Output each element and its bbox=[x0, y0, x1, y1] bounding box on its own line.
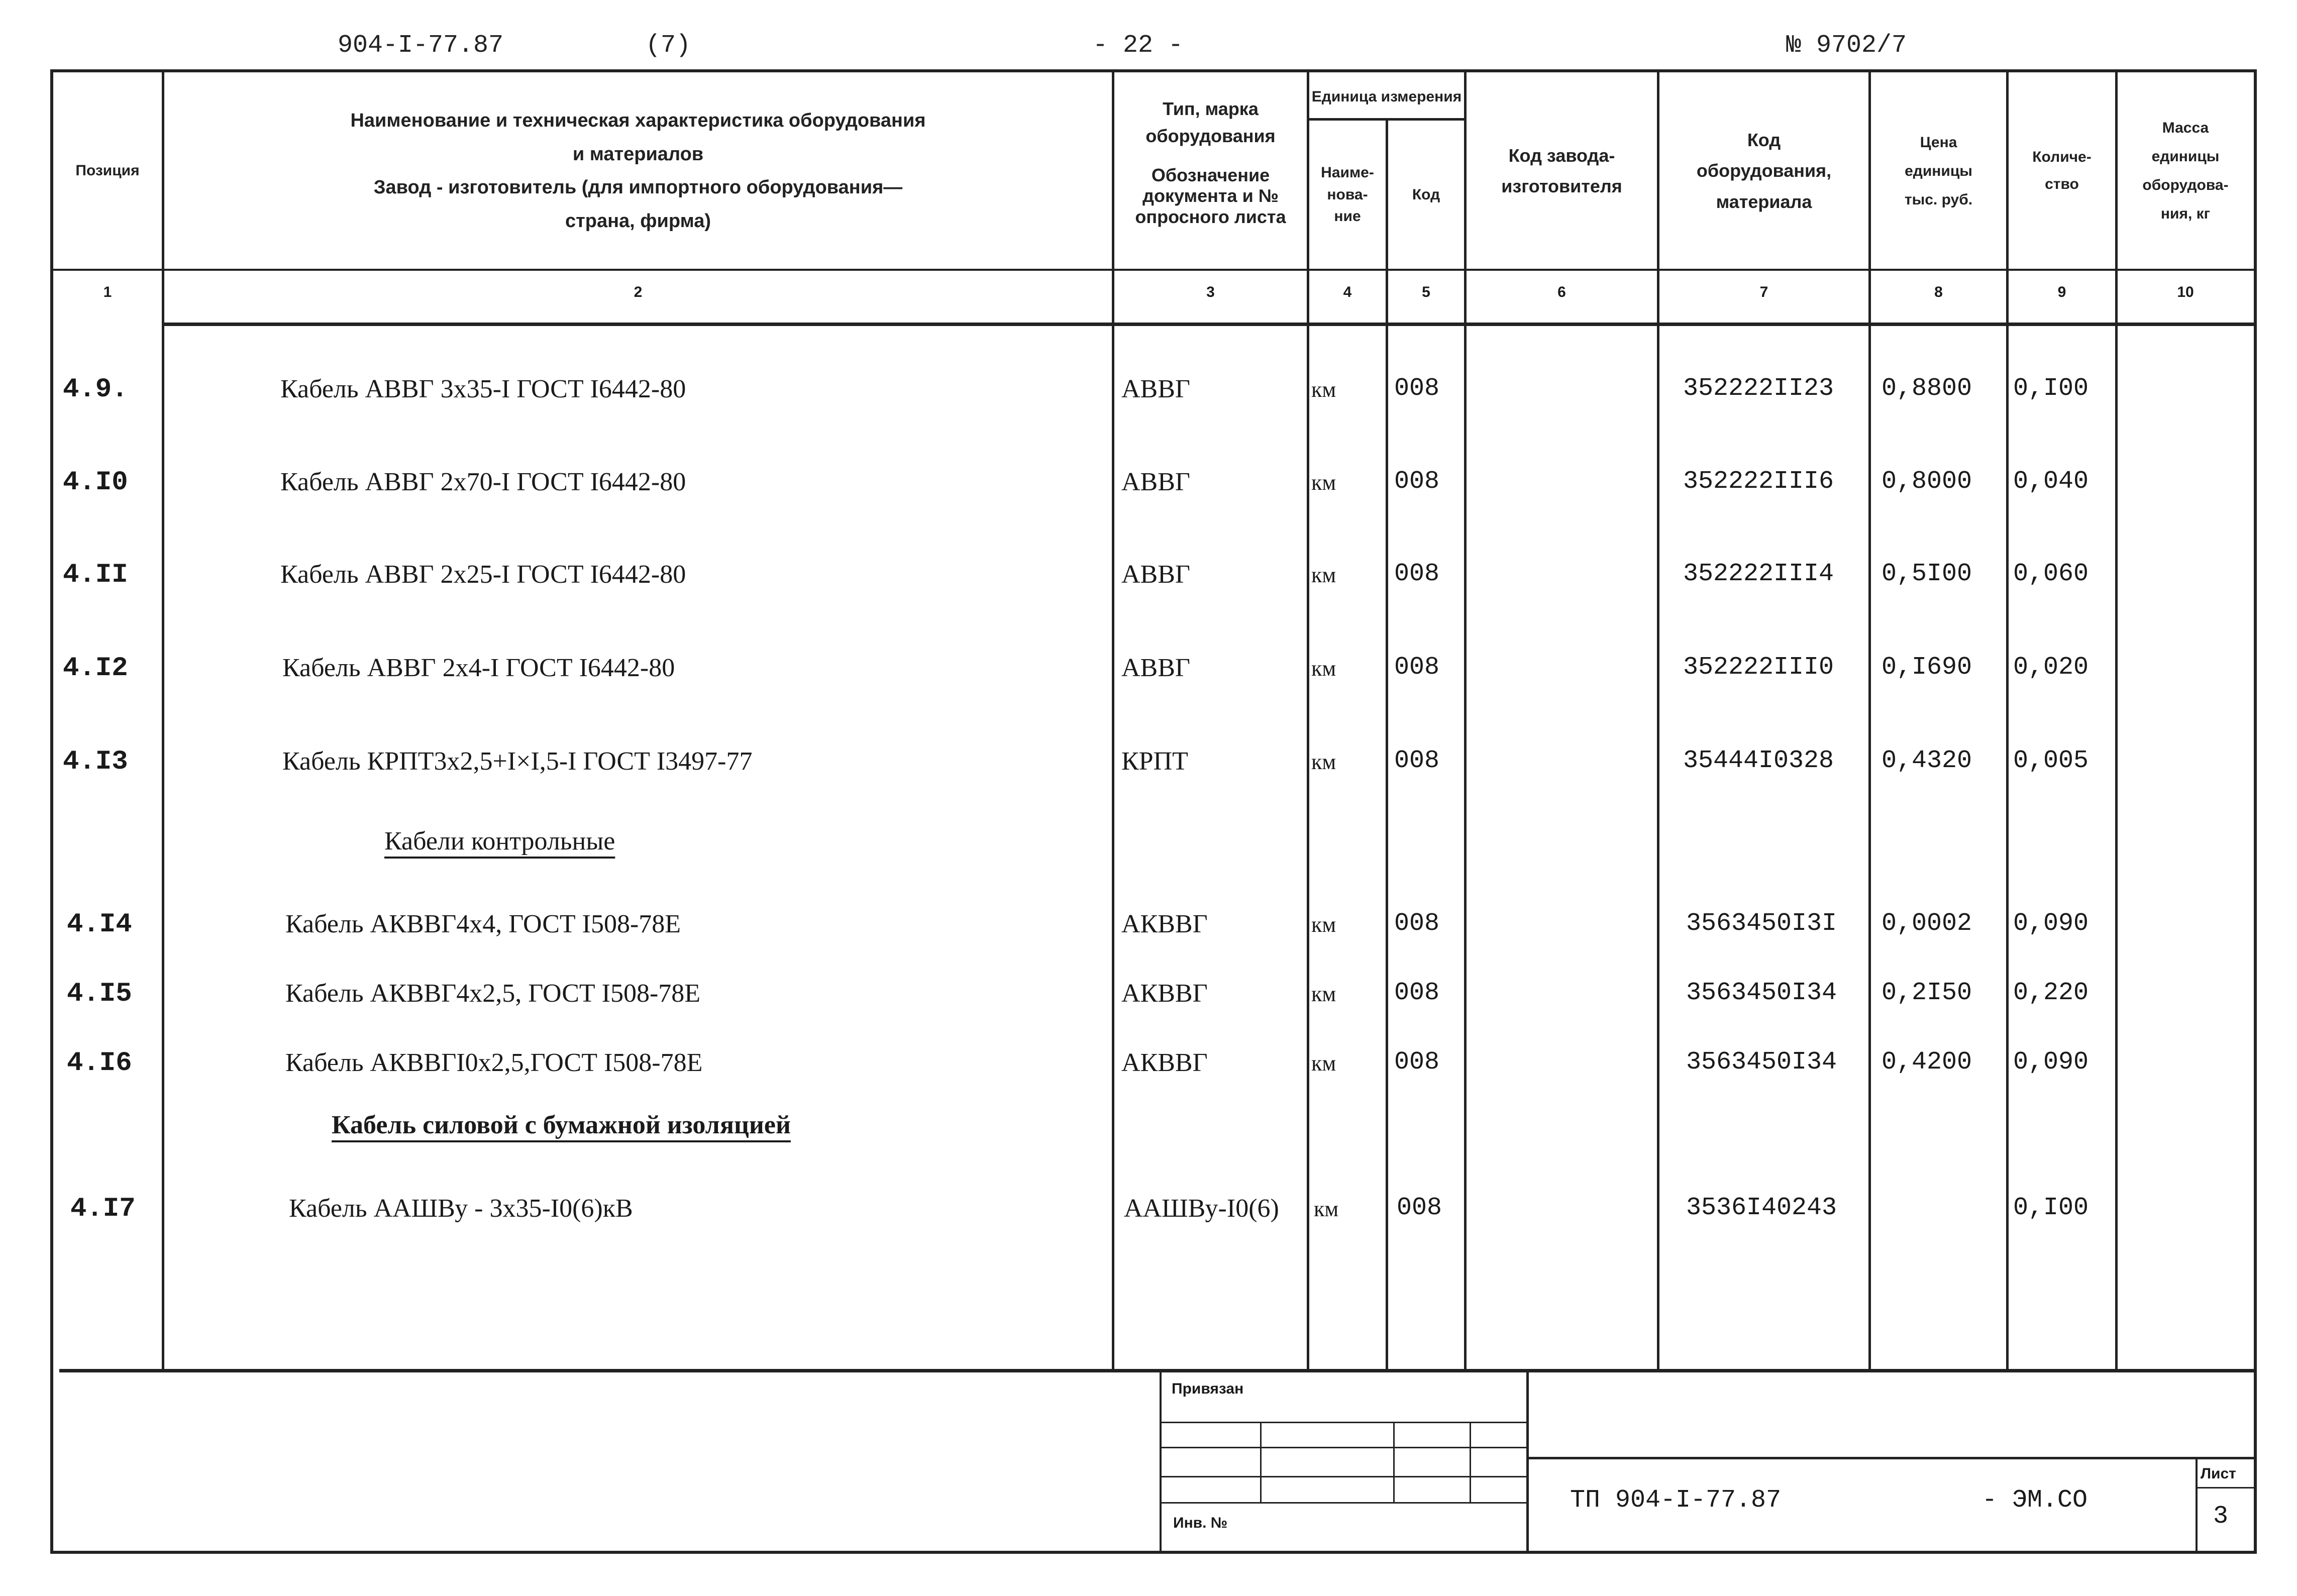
row-position: 4.II bbox=[63, 560, 128, 590]
stamp-divider bbox=[1260, 1422, 1262, 1504]
row-name: Кабель АКВВГ4х4, ГОСТ I508-78Е bbox=[285, 910, 681, 938]
doc-code: 904-I-77.87 bbox=[338, 31, 504, 60]
row-name: Кабель АВВГ 3х35-I ГОСТ I6442-80 bbox=[280, 375, 686, 403]
row-price: 0,5I00 bbox=[1882, 560, 1972, 588]
row-quantity: 0,I00 bbox=[2013, 1194, 2089, 1222]
row-name: Кабель АКВВГI0х2,5,ГОСТ I508-78Е bbox=[285, 1048, 703, 1077]
row-unit: км bbox=[1311, 563, 1336, 587]
row-position: 4.I3 bbox=[63, 747, 128, 777]
col-header-name-line4: страна, фирма) bbox=[565, 210, 711, 232]
col-number: 1 bbox=[103, 284, 112, 300]
row-name: Кабель ААШВу - 3х35-I0(6)кВ bbox=[289, 1194, 633, 1223]
row-unit: км bbox=[1314, 1197, 1339, 1221]
stamp-line bbox=[1160, 1447, 1527, 1448]
row-quantity: 0,020 bbox=[2013, 653, 2089, 682]
page-number: - 22 - bbox=[1093, 31, 1184, 60]
row-material-code: 352222III0 bbox=[1683, 653, 1834, 682]
row-price: 0,4320 bbox=[1882, 747, 1972, 775]
section-heading: Кабель силовой с бумажной изоляцией bbox=[332, 1111, 791, 1139]
row-name: Кабель АКВВГ4х2,5, ГОСТ I508-78Е bbox=[285, 979, 701, 1008]
row-quantity: 0,040 bbox=[2013, 467, 2089, 496]
col-header-maker-code: Код завода- изготовителя bbox=[1501, 145, 1622, 196]
row-position: 4.I4 bbox=[67, 909, 132, 940]
row-position: 4.I6 bbox=[67, 1048, 132, 1079]
row-material-code: 352222II23 bbox=[1683, 374, 1834, 403]
row-material-code: 352222III6 bbox=[1683, 467, 1834, 496]
stamp-sheet-code: - ЭМ.СО bbox=[1982, 1486, 2088, 1515]
stamp-sheet-label: Лист bbox=[2201, 1465, 2236, 1482]
col-header-type-top: Тип, марка оборудования bbox=[1145, 98, 1276, 146]
body-bottom-line bbox=[59, 1369, 2257, 1372]
row-type: КРПТ bbox=[1121, 747, 1188, 776]
row-quantity: 0,090 bbox=[2013, 1048, 2089, 1077]
section-heading: Кабели контрольные bbox=[384, 827, 615, 856]
row-position: 4.I0 bbox=[63, 467, 128, 498]
doc-part: (7) bbox=[646, 31, 691, 60]
col-number: 3 bbox=[1206, 284, 1215, 300]
col-divider bbox=[1386, 120, 1388, 1369]
row-price: 0,0002 bbox=[1882, 909, 1972, 938]
col-number: 2 bbox=[634, 284, 643, 300]
row-price: 0,8000 bbox=[1882, 467, 1972, 496]
stamp-divider bbox=[1160, 1369, 1162, 1554]
row-type: АВВГ bbox=[1121, 468, 1190, 496]
stamp-divider bbox=[1470, 1422, 1471, 1504]
col-header-price: Цена единицы тыс. руб. bbox=[1904, 134, 1973, 208]
col-number: 6 bbox=[1557, 284, 1566, 300]
row-price: 0,I690 bbox=[1882, 653, 1972, 682]
row-type: АКВВГ bbox=[1121, 1048, 1208, 1077]
row-unit-code: 008 bbox=[1394, 747, 1440, 775]
row-type: ААШВу-I0(6) bbox=[1124, 1194, 1279, 1223]
row-name: Кабель АВВГ 2х70-I ГОСТ I6442-80 bbox=[280, 468, 686, 496]
row-material-code: 3563450I3I bbox=[1686, 909, 1837, 938]
header-bottom-line bbox=[50, 269, 2257, 271]
col-number: 10 bbox=[2177, 284, 2194, 300]
stamp-line bbox=[1160, 1476, 1527, 1477]
row-material-code: 35444I0328 bbox=[1683, 747, 1834, 775]
col-number: 8 bbox=[1934, 284, 1943, 300]
row-unit-code: 008 bbox=[1394, 560, 1440, 588]
row-material-code: 3563450I34 bbox=[1686, 979, 1837, 1007]
row-quantity: 0,005 bbox=[2013, 747, 2089, 775]
row-price: 0,2I50 bbox=[1882, 979, 1972, 1007]
row-unit: км bbox=[1311, 470, 1336, 495]
col-number: 9 bbox=[2057, 284, 2066, 300]
row-type: АВВГ bbox=[1121, 375, 1190, 403]
row-type: АВВГ bbox=[1121, 654, 1190, 682]
row-unit: км bbox=[1311, 912, 1336, 937]
stamp-attached-label: Привязан bbox=[1172, 1380, 1244, 1397]
row-type: АВВГ bbox=[1121, 560, 1190, 589]
row-unit: км bbox=[1311, 377, 1336, 402]
col-header-type-bottom: Обозначение документа и № опросного листа bbox=[1135, 165, 1286, 227]
row-unit-code: 008 bbox=[1397, 1194, 1442, 1222]
col-header-type bbox=[1114, 73, 1307, 269]
row-type: АКВВГ bbox=[1121, 910, 1208, 938]
row-name: Кабель КРПТ3х2,5+I×I,5-I ГОСТ I3497-77 bbox=[282, 747, 753, 776]
row-position: 4.9. bbox=[63, 374, 128, 405]
row-unit: км bbox=[1311, 1051, 1336, 1076]
col-number: 4 bbox=[1343, 284, 1352, 300]
col-number: 5 bbox=[1422, 284, 1430, 300]
col-header-mass: Масса единицы оборудова- ния, кг bbox=[2142, 120, 2229, 222]
col-header-name bbox=[164, 73, 1112, 269]
col-number: 7 bbox=[1759, 284, 1768, 300]
row-unit-code: 008 bbox=[1394, 1048, 1440, 1077]
stamp-line bbox=[1526, 1457, 2257, 1459]
stamp-line bbox=[2196, 1487, 2257, 1488]
row-quantity: 0,I00 bbox=[2013, 374, 2089, 403]
col-header-unit-code: Код bbox=[1412, 186, 1440, 203]
col-header-position: Позиция bbox=[75, 162, 140, 179]
stamp-divider bbox=[2196, 1457, 2198, 1554]
row-quantity: 0,090 bbox=[2013, 909, 2089, 938]
colnum-bottom-line bbox=[162, 323, 2257, 326]
col-header-name-line1: Наименование и техническая характеристика оборудования bbox=[350, 110, 926, 131]
stamp-line bbox=[1160, 1502, 1527, 1504]
row-unit-code: 008 bbox=[1394, 653, 1440, 682]
col-header-material-code: Код оборудования, материала bbox=[1696, 130, 1832, 212]
archive-number: № 9702/7 bbox=[1786, 31, 1907, 60]
row-unit-code: 008 bbox=[1394, 374, 1440, 403]
stamp-line bbox=[1160, 1422, 1527, 1423]
row-name: Кабель АВВГ 2х4-I ГОСТ I6442-80 bbox=[282, 654, 675, 682]
row-name: Кабель АВВГ 2х25-I ГОСТ I6442-80 bbox=[280, 560, 686, 589]
stamp-inv-label: Инв. № bbox=[1173, 1515, 1228, 1531]
row-material-code: 3563450I34 bbox=[1686, 1048, 1837, 1077]
row-type: АКВВГ bbox=[1121, 979, 1208, 1008]
row-material-code: 3536I40243 bbox=[1686, 1194, 1837, 1222]
row-unit-code: 008 bbox=[1394, 909, 1440, 938]
row-price: 0,8800 bbox=[1882, 374, 1972, 403]
row-unit-code: 008 bbox=[1394, 467, 1440, 496]
col-header-name-line3: Завод - изготовитель (для импортного оборудования— bbox=[373, 177, 903, 198]
row-quantity: 0,060 bbox=[2013, 560, 2089, 588]
row-position: 4.I5 bbox=[67, 979, 132, 1009]
row-unit: км bbox=[1311, 982, 1336, 1006]
col-header-unit-name: Наиме- нова- ние bbox=[1321, 164, 1374, 225]
stamp-sheet-number: 3 bbox=[2213, 1502, 2229, 1531]
stamp-divider bbox=[1526, 1369, 1529, 1554]
row-unit-code: 008 bbox=[1394, 979, 1440, 1007]
row-price: 0,4200 bbox=[1882, 1048, 1972, 1077]
row-material-code: 352222III4 bbox=[1683, 560, 1834, 588]
row-quantity: 0,220 bbox=[2013, 979, 2089, 1007]
col-header-unit-group: Единица измерения bbox=[1311, 88, 1462, 105]
col-header-name-line2: и материалов bbox=[572, 143, 704, 165]
row-position: 4.I2 bbox=[63, 653, 128, 684]
col-header-quantity: Количе- ство bbox=[2032, 149, 2092, 192]
row-position: 4.I7 bbox=[70, 1194, 136, 1224]
row-unit: км bbox=[1311, 750, 1336, 774]
stamp-divider bbox=[1393, 1422, 1395, 1504]
stamp-doc-designation: ТП 904-I-77.87 bbox=[1570, 1486, 1782, 1515]
row-unit: км bbox=[1311, 656, 1336, 681]
